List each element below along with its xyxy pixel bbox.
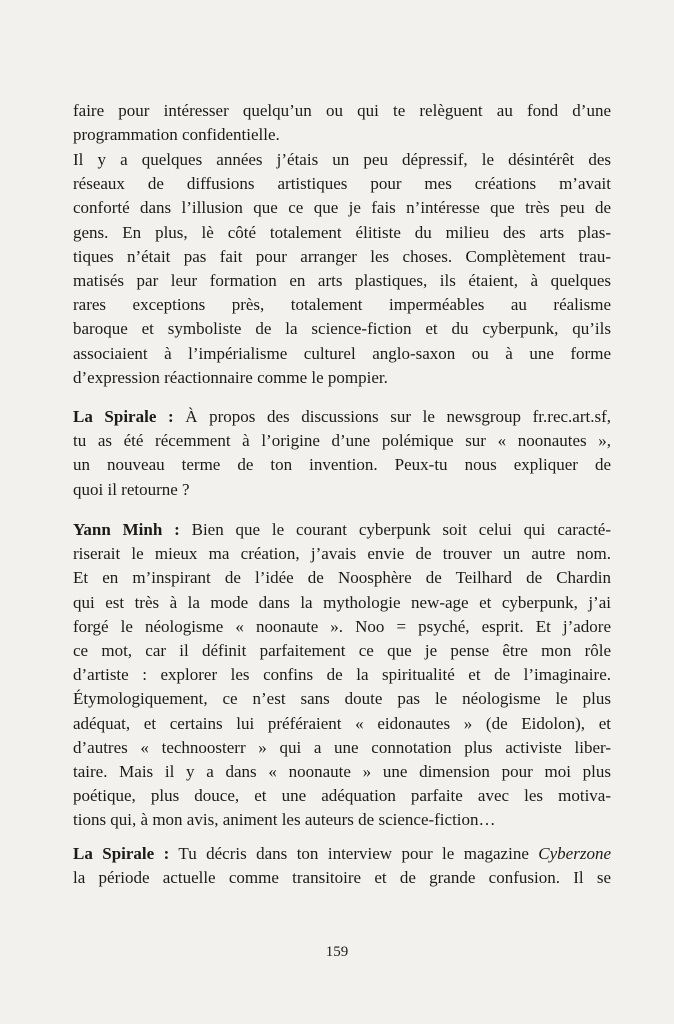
speaker-label: La Spirale :: [73, 844, 170, 863]
answer-noonautes: [73, 518, 611, 832]
text-line: forgé le néologisme « noonaute ». Noo = psyché, esprit. Et j’adore: [73, 616, 611, 636]
text-line: conforté dans l’illusion que ce que je fais n’intéresse que très peu de: [73, 198, 611, 218]
speaker-label: Yann Minh :: [73, 520, 180, 539]
question-text: À propos des discussions sur le newsgroup fr.rec.art.sf,: [185, 407, 611, 426]
speaker-label: La Spirale :: [73, 407, 174, 426]
text-line: tions qui, à mon avis, animent les auteurs de science-fiction…: [73, 810, 496, 830]
text-line: Étymologiquement, ce n’est sans doute pas le néologisme le plus: [73, 689, 611, 709]
page-number: 159: [325, 944, 349, 960]
text-line: programmation confidentielle.: [73, 125, 280, 145]
paragraph-continuation: [73, 99, 611, 147]
text-line: Il y a quelques années j’étais un peu dépressif, le désintérêt des: [73, 150, 611, 169]
text-line: faire pour intéresser quelqu’un ou qui te relèguent au fond d’une: [73, 101, 611, 120]
text-line: d’expression réactionnaire comme le pompier.: [73, 367, 388, 387]
text-line: tu as été récemment à l’origine d’une polémique sur « noonautes »,: [73, 431, 611, 451]
paragraph-depression: [73, 148, 611, 390]
text-line: taire. Mais il y a dans « noonaute » une dimension pour moi plus: [73, 761, 611, 781]
question-noonautes: [73, 405, 611, 502]
text-line: tiques n’était pas fait pour arranger les choses. Complètement trau-: [73, 246, 611, 266]
magazine-title: Cyberzone: [538, 844, 612, 863]
text-line: matisés par leur formation en arts plastiques, ils étaient, à quelques: [73, 270, 611, 290]
text-line: d’autres « technoosterr » qui a une connotation plus activiste liber-: [73, 737, 611, 757]
text-line: réseaux de diffusions artistiques pour mes créations m’avait: [73, 174, 611, 194]
text-line: poétique, plus douce, et une adéquation parfaite avec les motiva-: [73, 786, 611, 806]
text-line: un nouveau terme de ton invention. Peux-tu nous expliquer de: [73, 455, 611, 475]
text-line: qui est très à la mode dans la mythologie new-age et cyberpunk, j’ai: [73, 592, 611, 612]
text-line: quoi il retourne ?: [73, 479, 190, 499]
question-text: Tu décris dans ton interview pour le magazine: [178, 844, 529, 863]
text-line: gens. En plus, lè côté totalement élitiste du milieu des arts plas-: [73, 222, 611, 242]
text-line: d’artiste : explorer les confins de la spiritualité et de l’imaginaire.: [73, 665, 611, 685]
text-line: ce mot, car il définit parfaitement ce que je pense être mon rôle: [73, 640, 611, 660]
text-line: la période actuelle comme transitoire et de grande confusion. Il se: [73, 868, 611, 888]
text-line: rares exceptions près, totalement imperméables au réalisme: [73, 295, 611, 315]
text-line: Et en m’inspirant de l’idée de Noosphère de Teilhard de Chardin: [73, 568, 611, 588]
text-line: [73, 518, 611, 542]
text-line: [73, 405, 611, 429]
text-line: riserait le mieux ma création, j’avais envie de trouver un autre nom.: [73, 544, 611, 564]
text-line: associaient à l’impérialisme culturel anglo-saxon ou à une forme: [73, 343, 611, 363]
text-line: [73, 842, 611, 866]
text-line: adéquat, et certains lui préféraient « eidonautes » (de Eidolon), et: [73, 713, 611, 733]
question-cyberzone: [73, 842, 611, 890]
text-line: baroque et symboliste de la science-fiction et du cyberpunk, qu’ils: [73, 319, 611, 339]
answer-text: Bien que le courant cyberpunk soit celui qui caracté-: [191, 520, 611, 539]
